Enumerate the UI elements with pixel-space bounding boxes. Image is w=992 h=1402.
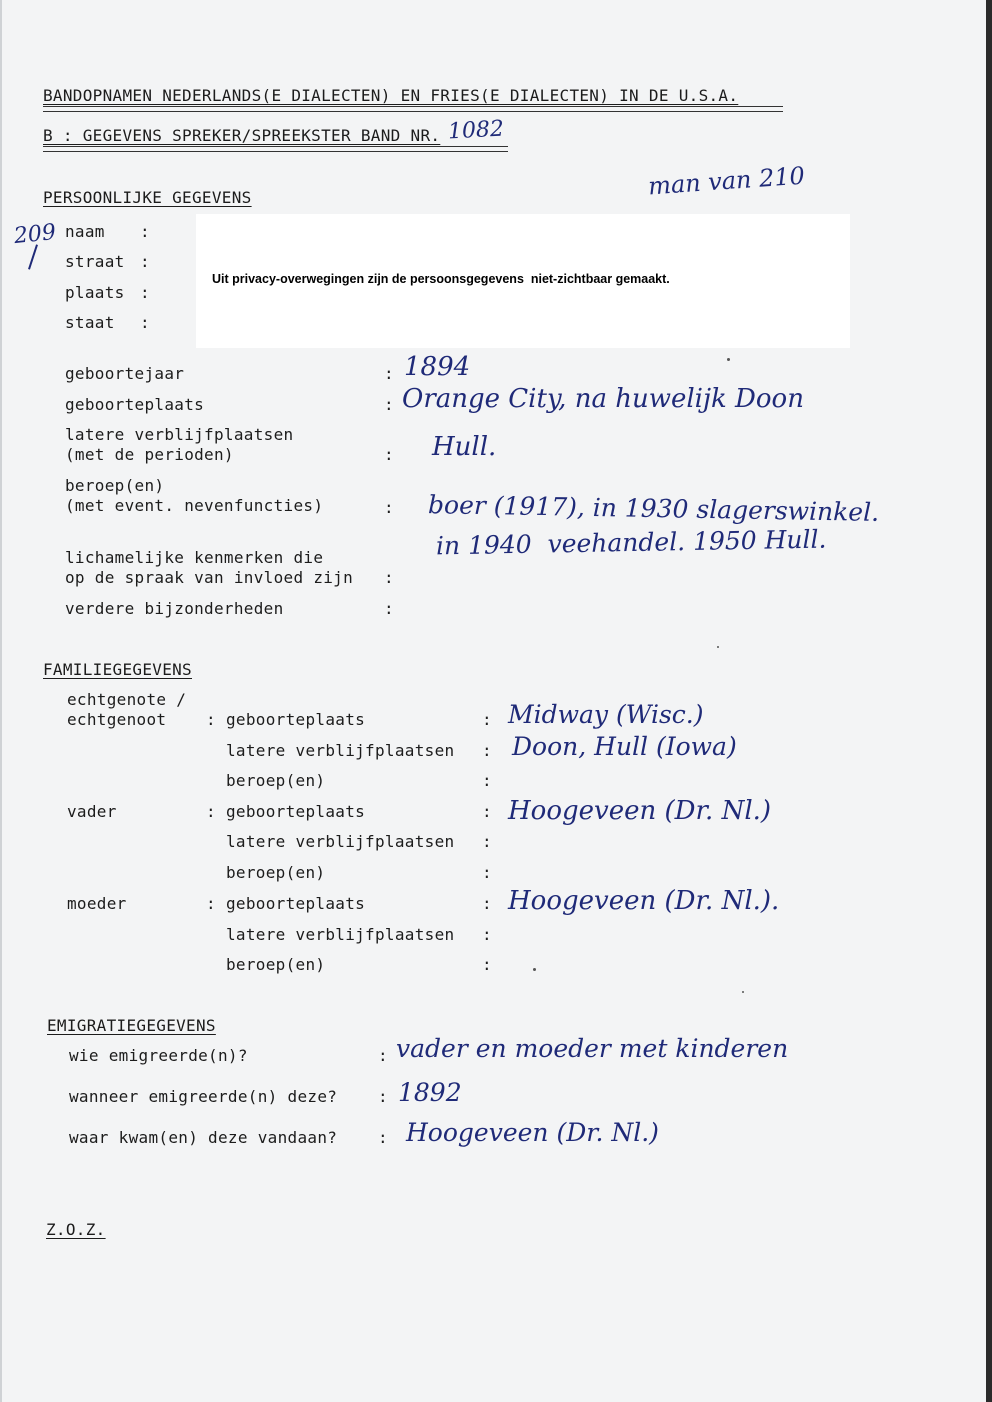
physical-colon: :	[384, 568, 394, 587]
spouse-later-places-value: Doon, Hull (Iowa)	[512, 732, 737, 761]
later-places-label-2: (met de perioden)	[65, 445, 234, 464]
band-number-handwritten: 1082	[447, 116, 505, 145]
please-turn-over: Z.O.Z.	[46, 1220, 106, 1239]
father-colon: :	[206, 802, 216, 821]
spouse-occupation-colon: :	[482, 771, 492, 790]
details-colon: :	[384, 599, 394, 618]
from-where-colon: :	[378, 1128, 388, 1147]
father-later-places-colon: :	[482, 832, 492, 851]
spouse-later-places-label: latere verblijfplaatsen	[226, 741, 455, 760]
father-birthplace-label: geboorteplaats	[226, 802, 366, 821]
title-double-rule	[43, 106, 783, 112]
emigration-heading: EMIGRATIEGEGEVENS	[47, 1016, 216, 1035]
mother-birthplace-colon: :	[482, 894, 492, 913]
birth-year-value: 1894	[404, 352, 471, 382]
later-places-value: Hull.	[432, 432, 497, 462]
birth-year-label: geboortejaar	[65, 364, 185, 383]
when-emigrated-colon: :	[378, 1087, 388, 1106]
mother-later-places-colon: :	[482, 925, 492, 944]
form-subtitle: B : GEGEVENS SPREKER/SPREEKSTER BAND NR.	[43, 126, 441, 145]
father-birthplace-colon: :	[482, 802, 492, 821]
form-title: BANDOPNAMEN NEDERLANDS(E DIALECTEN) EN FRIES(E DIALECTEN) IN DE U.S.A.	[43, 86, 739, 105]
personal-heading: PERSOONLIJKE GEGEVENS	[43, 188, 252, 207]
privacy-redaction-box	[196, 214, 850, 348]
spouse-birthplace-colon: :	[482, 710, 492, 729]
from-where-value: Hoogeveen (Dr. Nl.)	[406, 1118, 659, 1147]
scan-right-edge	[986, 0, 992, 1402]
margin-number-handwritten: 209	[12, 219, 58, 250]
spouse-label-2: echtgenoot	[67, 710, 167, 729]
family-heading: FAMILIEGEGEVENS	[43, 660, 192, 679]
spouse-birthplace-value: Midway (Wisc.)	[508, 700, 704, 729]
spouse-occupation-label: beroep(en)	[226, 771, 326, 790]
mother-colon: :	[206, 894, 216, 913]
birth-place-value: Orange City, na huwelijk Doon	[402, 384, 804, 414]
mother-occupation-label: beroep(en)	[226, 955, 326, 974]
birth-place-label: geboorteplaats	[65, 395, 205, 414]
scan-speck	[717, 646, 719, 648]
scan-speck	[727, 358, 730, 361]
occupation-colon: :	[384, 498, 394, 517]
birth-year-colon: :	[384, 364, 394, 383]
who-emigrated-label: wie emigreerde(n)?	[69, 1046, 248, 1065]
occupation-label-2: (met event. nevenfuncties)	[65, 496, 324, 515]
later-places-colon: :	[384, 445, 394, 464]
birth-place-colon: :	[384, 395, 394, 414]
mother-label: moeder	[67, 894, 127, 913]
spouse-birthplace-label: geboorteplaats	[226, 710, 366, 729]
mother-occupation-colon: :	[482, 955, 492, 974]
father-occupation-label: beroep(en)	[226, 863, 326, 882]
state-label: staat	[65, 313, 115, 332]
name-colon: :	[140, 222, 150, 241]
later-places-label-1: latere verblijfplaatsen	[65, 425, 294, 444]
scan-speck	[533, 968, 536, 971]
occupation-value-2: in 1940 veehandel. 1950 Hull.	[435, 524, 827, 561]
subtitle-double-rule	[43, 146, 508, 152]
details-label: verdere bijzonderheden	[65, 599, 284, 618]
when-emigrated-label: wanneer emigreerde(n) deze?	[69, 1087, 338, 1106]
name-label: naam	[65, 222, 105, 241]
father-occupation-colon: :	[482, 863, 492, 882]
street-colon: :	[140, 252, 150, 271]
scan-left-edge	[0, 0, 2, 1402]
father-label: vader	[67, 802, 117, 821]
physical-label-2: op de spraak van invloed zijn	[65, 568, 354, 587]
when-emigrated-value: 1892	[398, 1078, 462, 1107]
who-emigrated-value: vader en moeder met kinderen	[396, 1034, 789, 1063]
mother-later-places-label: latere verblijfplaatsen	[226, 925, 455, 944]
father-later-places-label: latere verblijfplaatsen	[226, 832, 455, 851]
privacy-notice: Uit privacy-overwegingen zijn de persoonsgegevens niet-zichtbaar gemaakt.	[212, 272, 670, 286]
scan-speck	[742, 991, 744, 993]
city-label: plaats	[65, 283, 125, 302]
who-emigrated-colon: :	[378, 1046, 388, 1065]
mother-birthplace-value: Hoogeveen (Dr. Nl.).	[508, 886, 780, 916]
physical-label-1: lichamelijke kenmerken die	[65, 548, 324, 567]
from-where-label: waar kwam(en) deze vandaan?	[69, 1128, 338, 1147]
state-colon: :	[140, 313, 150, 332]
father-birthplace-value: Hoogeveen (Dr. Nl.)	[508, 796, 772, 826]
spouse-colon: :	[206, 710, 216, 729]
city-colon: :	[140, 283, 150, 302]
mother-birthplace-label: geboorteplaats	[226, 894, 366, 913]
spouse-label-1: echtgenote /	[67, 690, 187, 709]
occupation-label-1: beroep(en)	[65, 476, 165, 495]
spouse-later-places-colon: :	[482, 741, 492, 760]
handwritten-note: man van 210	[647, 161, 806, 201]
occupation-value-1: boer (1917), in 1930 slagerswinkel.	[427, 490, 880, 527]
street-label: straat	[65, 252, 125, 271]
